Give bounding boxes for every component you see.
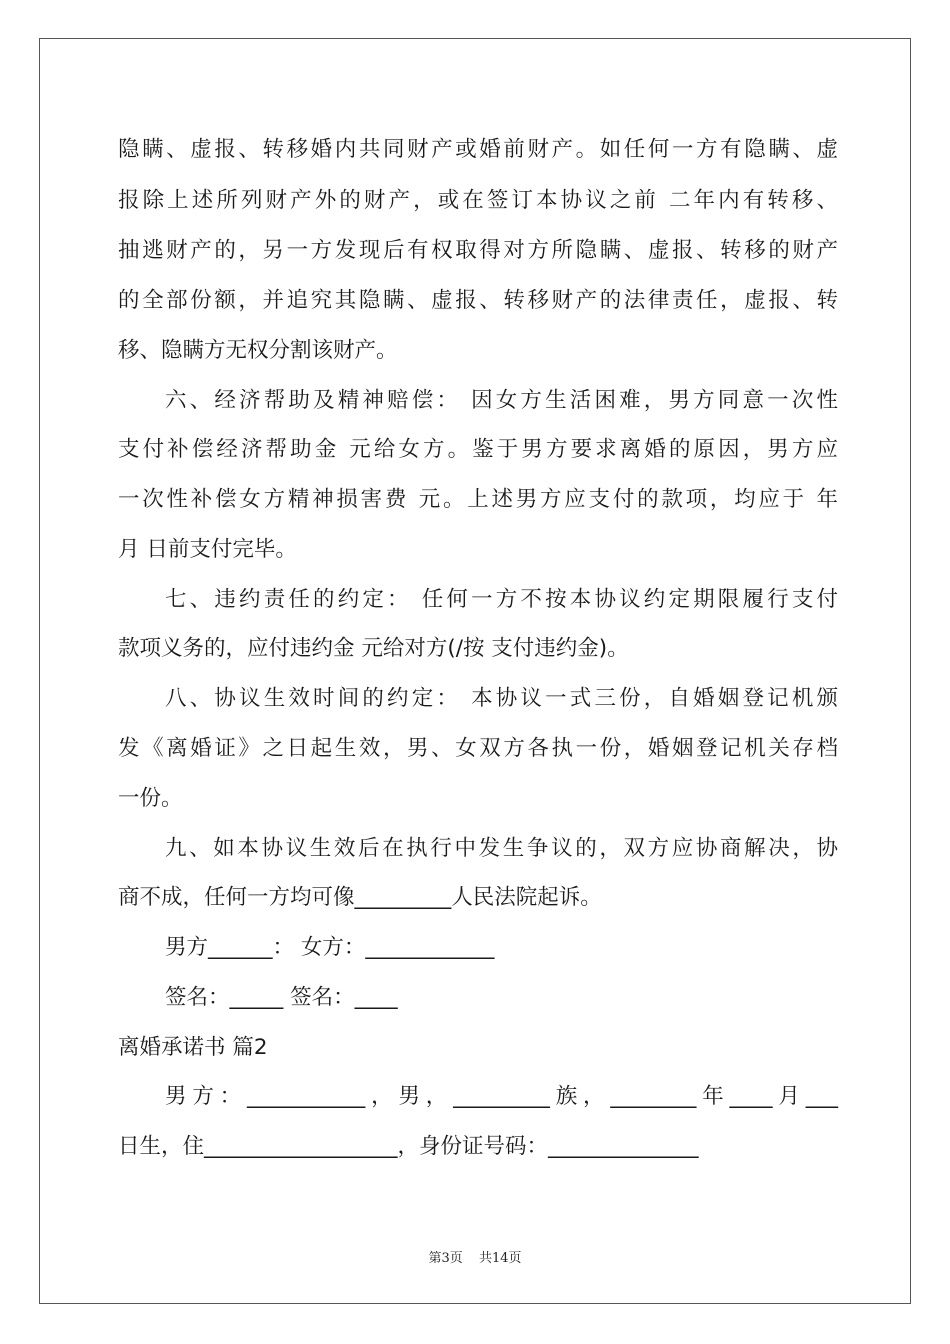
clause-eight-line: 八、协议生效时间的约定： 本协议一式三份，自婚姻登记机颁: [165, 686, 838, 711]
male-party-line: 男方：___________，男，_________族，________年____月___: [165, 1084, 838, 1109]
text-line: 商不成，任何一方均可像_________人民法院起诉。: [118, 885, 602, 910]
text-line: 一份。: [118, 786, 183, 811]
page-border: [39, 38, 911, 1304]
text-line: 隐瞒、虚报、转移婚内共同财产或婚前财产。如任何一方有隐瞒、虚: [118, 137, 838, 162]
party-signature-line: 男方______： 女方：____________: [165, 935, 495, 960]
text-line: 报除上述所列财产外的财产，或在签订本协议之前 二年内有转移、: [118, 188, 838, 213]
page-number: 第3页: [428, 1251, 463, 1266]
text-line: 一次性补偿女方精神损害费 元。上述男方应支付的款项，均应于 年: [118, 487, 838, 512]
signature-line: 签名：_____ 签名：____: [165, 985, 398, 1010]
text-line: 日生，住__________________，身份证号码：______________: [118, 1134, 699, 1159]
text-line: 移、隐瞒方无权分割该财产。: [118, 338, 398, 363]
page-footer: [0, 1247, 950, 1266]
section-heading: 离婚承诺书 篇2: [118, 1035, 268, 1060]
text-line: 月 日前支付完毕。: [118, 537, 297, 562]
page-total: 共14页: [478, 1251, 522, 1266]
text-line: 支付补偿经济帮助金 元给女方。鉴于男方要求离婚的原因，男方应: [118, 437, 838, 462]
text-line: 抽逃财产的，另一方发现后有权取得对方所隐瞒、虚报、转移的财产: [118, 238, 838, 263]
clause-six-line: 六、经济帮助及精神赔偿： 因女方生活困难，男方同意一次性: [165, 388, 838, 413]
text-line: 款项义务的，应付违约金 元给对方(/按 支付违约金)。: [118, 636, 629, 661]
clause-nine-line: 九、如本协议生效后在执行中发生争议的，双方应协商解决，协: [165, 836, 838, 861]
text-line: 的全部份额，并追究其隐瞒、虚报、转移财产的法律责任，虚报、转: [118, 288, 838, 313]
text-line: 发《离婚证》之日起生效，男、女双方各执一份，婚姻登记机关存档: [118, 736, 838, 761]
clause-seven-line: 七、违约责任的约定： 任何一方不按本协议约定期限履行支付: [165, 587, 838, 612]
